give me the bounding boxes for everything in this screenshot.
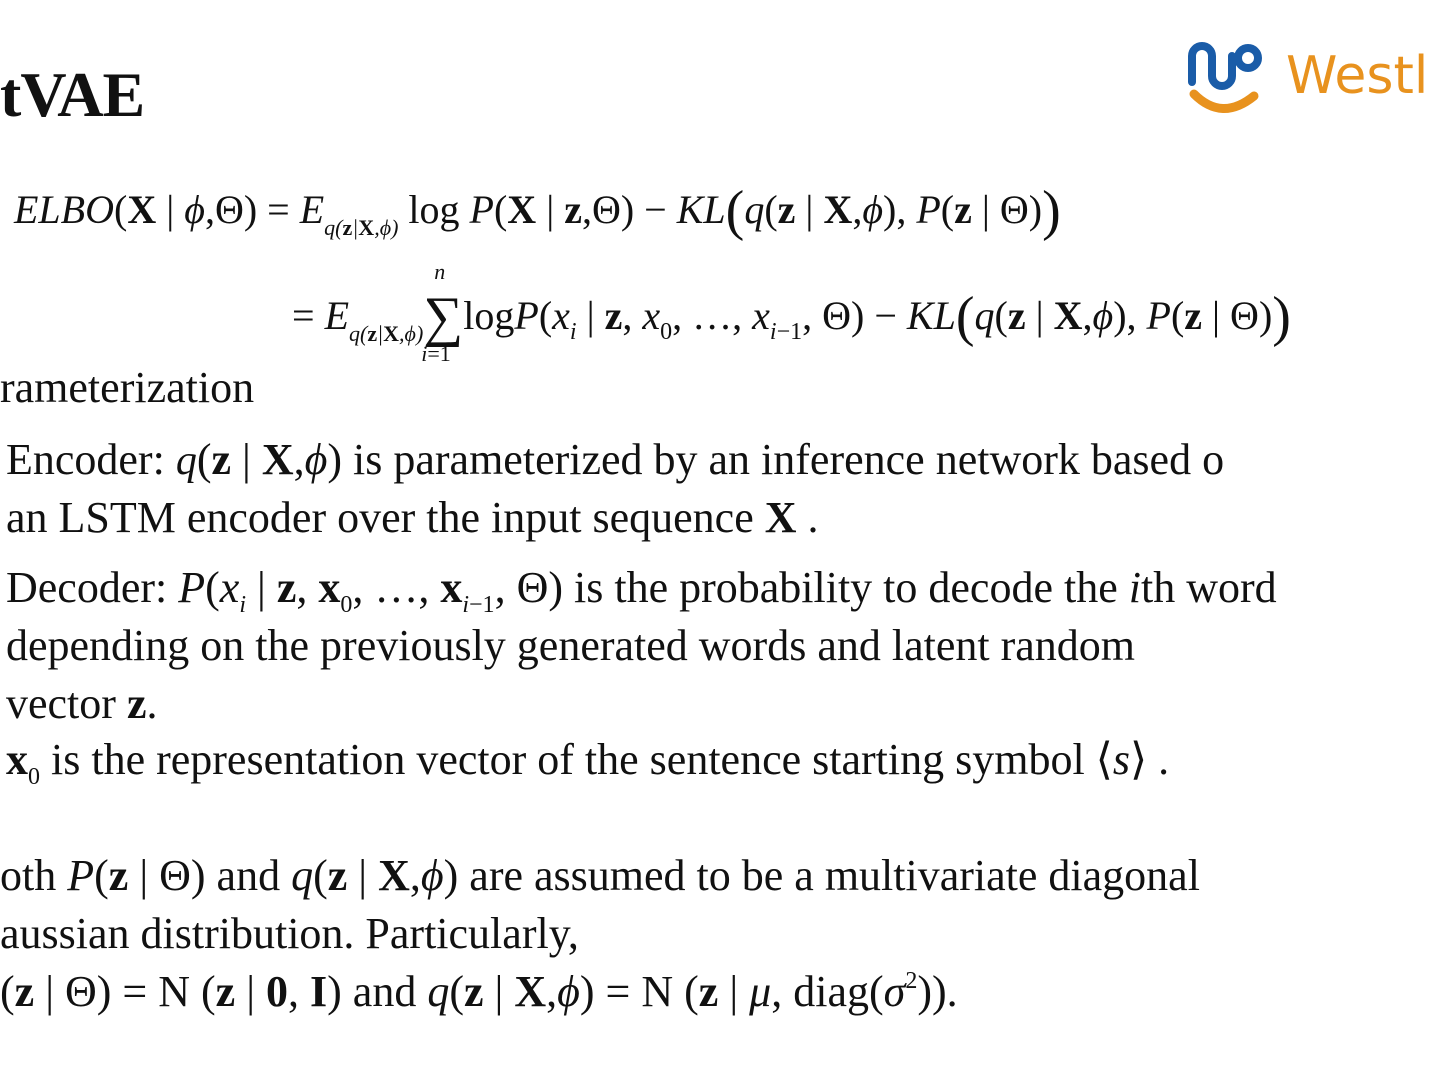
bullet-decoder-line-2: depending on the previously generated words and latent random: [6, 621, 1136, 670]
bullet-encoder-line-1: Encoder: q(z | X,ϕ) is parameterized by an inference network based o: [6, 435, 1225, 484]
elbo-equation-line-2: = $E_{q(z|X,\phi)}$ n ∑ i=1 $\log P(x_i$ | z, $x_0$, …, $x_{i-1}$, Θ) − KL(q(z | X,ϕ), P(z | Θ)): [292, 259, 1291, 366]
logo-mark-icon: [1186, 40, 1266, 120]
summation-symbol: n ∑ i=1: [421, 259, 464, 366]
bullet-decoder-line-1: Decoder: $P(x_i$ | z, $x_0$, …, $x_{i-1}$, Θ) is the probability to decode the ith word: [6, 563, 1277, 618]
bullet-x0-line: $x_0$ is the representation vector of the sentence starting symbol ⟨s⟩ .: [6, 735, 1170, 790]
logo-text: Westl: [1286, 46, 1429, 106]
elbo-equation-line-1: ELBO(X | $\phi,\Theta) = E_{q(z|X,\phi)}$ log P(X | z,Θ) − KL(q(z | X,ϕ), P(z | Θ)): [14, 180, 1061, 242]
bullet-encoder-line-2: an LSTM encoder over the input sequence X .: [6, 493, 819, 542]
paragraph-line-1: oth P(z | Θ) and q(z | X,ϕ) are assumed to be a multivariate diagonal: [0, 851, 1200, 900]
section-heading: rameterization: [0, 363, 255, 412]
paragraph-line-2: aussian distribution. Particularly,: [0, 909, 579, 958]
paragraph-line-3: (z | Θ) = N (z | 0, I) and q(z | X,ϕ) = N (z | μ, $diag(\sigma^2)$).: [0, 967, 958, 1016]
slide-title: tVAE: [0, 59, 145, 130]
bullet-decoder-line-3: vector z.: [6, 679, 158, 728]
westlake-logo: [1186, 40, 1429, 125]
